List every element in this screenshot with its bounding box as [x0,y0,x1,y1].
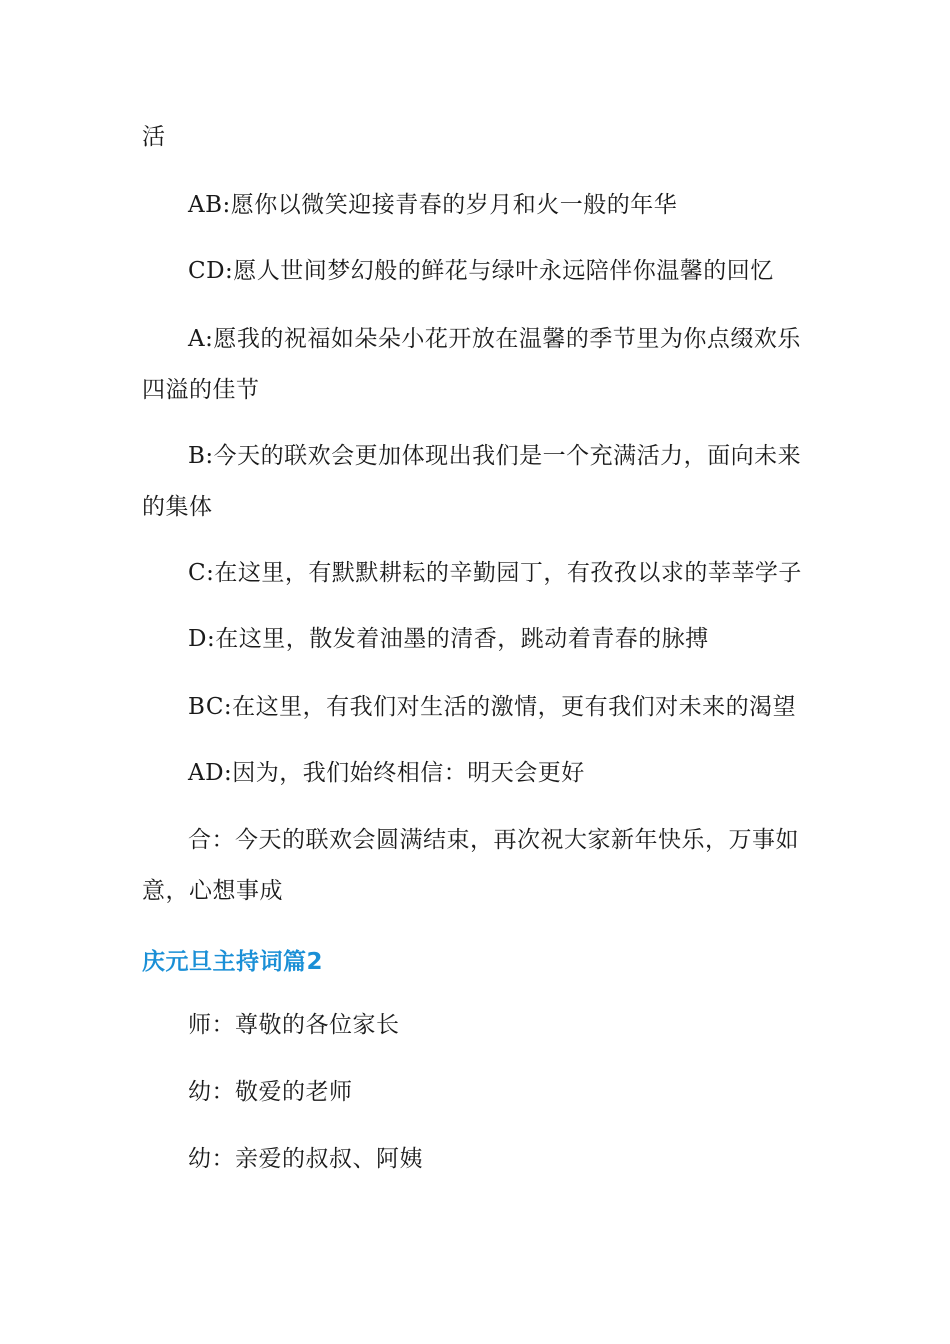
paragraph-teacher: 师：尊敬的各位家长 [188,1012,400,1038]
paragraph-a: A:愿我的祝福如朵朵小花开放在温馨的季节里为你点缀欢乐四溢的佳节 [142,326,801,403]
section-heading: 庆元旦主持词篇2 [142,949,324,975]
paragraph-ab: AB:愿你以微笑迎接青春的岁月和火一般的年华 [188,192,678,218]
paragraph-cd: CD:愿人世间梦幻般的鲜花与绿叶永远陪伴你温馨的回忆 [188,258,774,284]
paragraph-d: D:在这里，散发着油墨的清香，跳动着青春的脉搏 [188,626,709,652]
paragraph-child-2: 幼：亲爱的叔叔、阿姨 [188,1146,423,1172]
paragraph-continuation: 活 [142,124,166,150]
paragraph-b: B:今天的联欢会更加体现出我们是一个充满活力，面向未来的集体 [142,443,802,520]
paragraph-closing: 合：今天的联欢会圆满结束，再次祝大家新年快乐，万事如意，心想事成 [142,827,799,904]
paragraph-bc: BC:在这里，有我们对生活的激情，更有我们对未来的渴望 [188,694,797,720]
paragraph-child-1: 幼：敬爱的老师 [188,1079,353,1105]
paragraph-c: C:在这里，有默默耕耘的辛勤园丁，有孜孜以求的莘莘学子 [188,560,802,586]
paragraph-ad: AD:因为，我们始终相信：明天会更好 [188,760,585,786]
